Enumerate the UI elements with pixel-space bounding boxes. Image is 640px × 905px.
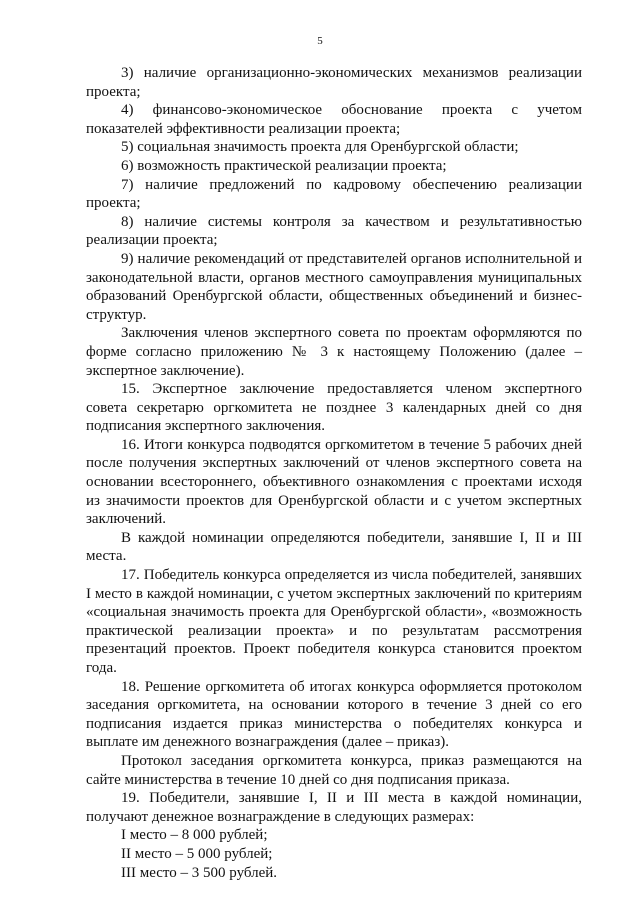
- winners-places-paragraph: В каждой номинации определяются победители, занявшие I, II и III места.: [86, 529, 582, 565]
- expert-conclusion-paragraph: Заключения членов экспертного совета по проектам оформляются по форме согласно приложению № 3 к настоящему Положению (далее – экспертное заключение).: [86, 325, 582, 379]
- criterion-8: 8) наличие системы контроля за качеством и результативностью реализации проекта;: [86, 213, 582, 249]
- criterion-3: 3) наличие организационно-экономических механизмов реализации проекта;: [86, 65, 582, 100]
- clause-16: 16. Итоги конкурса подводятся оргкомитетом в течение 5 рабочих дней после получения экспертных заключений от членов экспертного совета на основании всестороннего, объективного ознакомления с проектами исходя из значимости проектов для Оренбургской области и с учетом экспертных заключений.: [86, 436, 582, 528]
- clause-18: 18. Решение оргкомитета об итогах конкурса оформляется протоколом заседания оргкомитета, на основании которого в течение 3 дней со его подписания издается приказ министерства о победителях конкурса и выплате им денежного вознаграждения (далее – приказ).: [86, 678, 582, 751]
- clause-15: 15. Экспертное заключение предоставляется членом экспертного совета секретарю оргкомитета не позднее 3 календарных дней со дня подписания экспертного заключения.: [86, 381, 582, 435]
- document-body: [86, 64, 582, 882]
- prize-second-place: II место – 5 000 рублей;: [121, 845, 273, 862]
- criterion-9: 9) наличие рекомендаций от представителей органов исполнительной и законодательной власти, органов местного самоуправления муниципальных образований Оренбургской области, общественных объединений и бизнес-структур.: [86, 250, 582, 323]
- criterion-4: 4) финансово-экономическое обоснование проекта с учетом показателей эффективности реализации проекта;: [86, 102, 582, 137]
- clause-17: 17. Победитель конкурса определяется из числа победителей, занявших I место в каждой номинации, с учетом экспертных заключений по критериям «социальная значимость проекта для Оренбургской области», «возможность практической реализации проекта» и по результатам рассмотрения презентаций проектов. Проект победителя конкурса становится проектом года.: [86, 567, 582, 676]
- criterion-6: 6) возможность практической реализации проекта;: [121, 157, 447, 174]
- criterion-7: 7) наличие предложений по кадровому обеспечению реализации проекта;: [86, 176, 582, 212]
- prize-third-place: III место – 3 500 рублей.: [121, 864, 278, 881]
- clause-19: 19. Победители, занявшие I, II и III места в каждой номинации, получают денежное вознаграждение в следующих размерах:: [86, 790, 582, 825]
- page-number: 5: [317, 35, 323, 47]
- protocol-publication-paragraph: Протокол заседания оргкомитета конкурса, приказ размещаются на сайте министерства в течение 10 дней со дня подписания приказа.: [86, 752, 582, 788]
- prize-first-place: I место – 8 000 рублей;: [121, 827, 268, 844]
- criterion-5: 5) социальная значимость проекта для Оренбургской области;: [121, 139, 519, 156]
